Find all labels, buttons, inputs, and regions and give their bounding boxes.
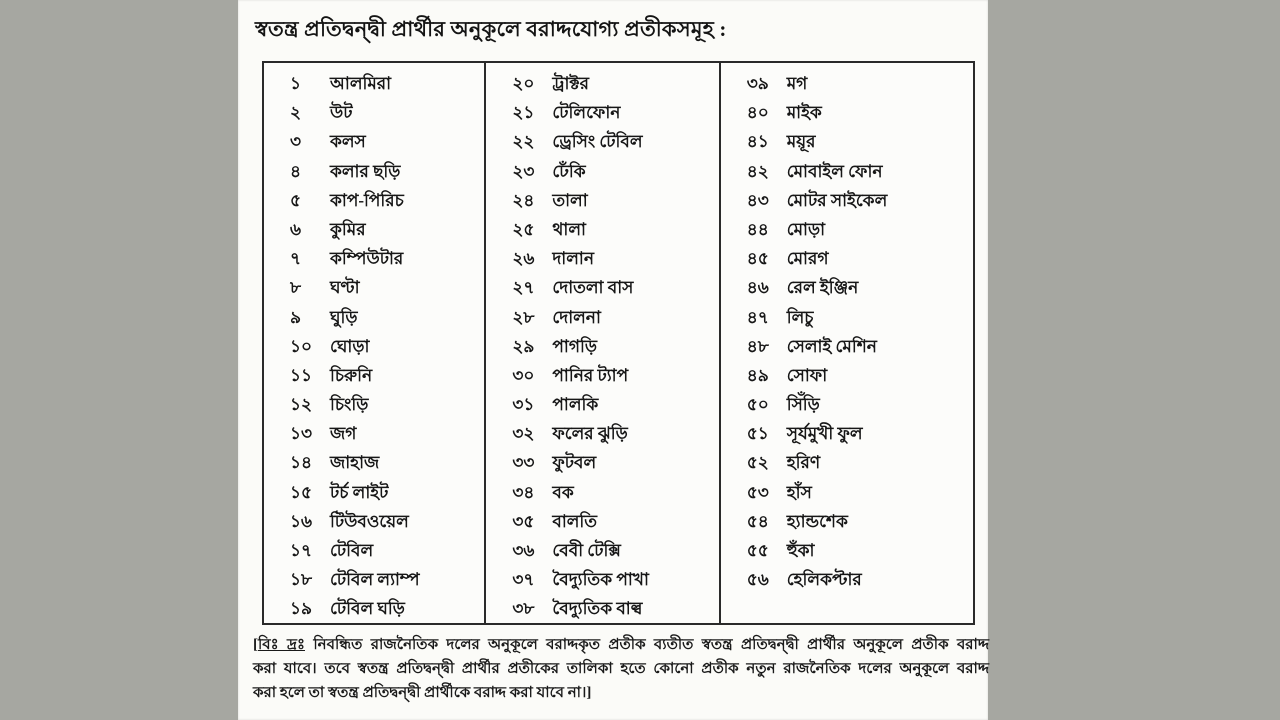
symbol-number: ২১ xyxy=(512,103,535,123)
symbol-number: ৯ xyxy=(290,307,302,327)
list-item xyxy=(486,217,718,246)
symbol-name: টর্চ লাইট xyxy=(330,482,389,502)
symbol-table-column-2 xyxy=(484,63,718,623)
list-item xyxy=(264,129,484,158)
symbol-name: দালান xyxy=(552,249,594,269)
symbol-name: মোরগ xyxy=(786,249,829,269)
list-item xyxy=(264,188,484,217)
list-item xyxy=(264,100,484,129)
list-item xyxy=(486,450,718,479)
symbol-name: সূর্যমুখী ফুল xyxy=(786,424,863,444)
symbol-name: মাইক xyxy=(786,103,822,123)
symbol-number: ২৫ xyxy=(512,219,535,239)
list-item xyxy=(721,538,973,567)
symbol-name: সোফা xyxy=(786,365,828,385)
list-item xyxy=(486,159,718,188)
symbol-number: ৪২ xyxy=(746,161,769,181)
symbol-number: ৩৯ xyxy=(746,74,769,93)
symbol-name: বালতি xyxy=(552,511,598,531)
document-page xyxy=(238,0,988,720)
symbol-name: জাহাজ xyxy=(330,453,380,473)
symbol-number: ৩২ xyxy=(512,424,535,444)
symbol-number: ১৩ xyxy=(290,424,313,444)
list-item xyxy=(264,217,484,246)
symbol-name: বৈদ্যুতিক বাল্ব xyxy=(552,599,643,619)
list-item xyxy=(721,421,973,450)
symbol-number: ৪০ xyxy=(746,103,769,123)
list-item xyxy=(486,246,718,275)
symbol-number: ২০ xyxy=(512,74,535,93)
list-item xyxy=(264,392,484,421)
symbol-number: ৩৪ xyxy=(512,482,535,502)
list-item xyxy=(721,159,973,188)
list-item xyxy=(721,275,973,304)
symbol-name: টেবিল ঘড়ি xyxy=(330,599,405,619)
list-item xyxy=(486,334,718,363)
symbol-table xyxy=(262,61,975,625)
symbol-name: ঘণ্টা xyxy=(330,278,360,298)
symbol-number: ৩৩ xyxy=(512,453,535,473)
list-item xyxy=(264,334,484,363)
symbol-number: ৪৬ xyxy=(746,278,769,298)
symbol-name: মোড়া xyxy=(786,219,826,239)
list-item xyxy=(721,392,973,421)
list-item xyxy=(264,480,484,509)
list-item xyxy=(486,188,718,217)
list-item xyxy=(486,567,718,596)
list-item xyxy=(264,567,484,596)
list-item xyxy=(486,596,718,625)
symbol-number: ৭ xyxy=(290,249,302,269)
symbol-name: ঘোড়া xyxy=(330,336,370,356)
symbol-name: হ্যান্ডশেক xyxy=(786,511,848,531)
symbol-number: ৫৫ xyxy=(746,541,769,560)
symbol-name: টেবিল xyxy=(330,541,374,560)
footnote xyxy=(253,633,989,705)
symbol-number: ১৮ xyxy=(290,570,313,590)
list-item xyxy=(486,275,718,304)
list-item xyxy=(721,188,973,217)
symbol-name: বক xyxy=(552,482,574,502)
footnote-nb-label: বিঃ দ্রঃ xyxy=(258,637,305,653)
list-item xyxy=(264,71,484,100)
list-item xyxy=(486,392,718,421)
symbol-name: কলস xyxy=(330,132,366,152)
symbol-name: হাঁস xyxy=(786,482,812,502)
symbol-number: ৪৭ xyxy=(746,307,769,327)
symbol-name: দোতলা বাস xyxy=(552,278,634,298)
symbol-number: ২২ xyxy=(512,132,535,152)
symbol-name: মোটর সাইকেল xyxy=(786,190,888,210)
list-item xyxy=(264,305,484,334)
symbol-name: পাগড়ি xyxy=(552,336,597,356)
symbol-number: ৫৪ xyxy=(746,511,769,531)
symbol-name: হরিণ xyxy=(786,453,821,473)
symbol-number: ৫৩ xyxy=(746,482,769,502)
symbol-name: ঘুড়ি xyxy=(330,307,358,327)
symbol-number: ৮ xyxy=(290,278,302,298)
list-item xyxy=(264,159,484,188)
list-item xyxy=(264,509,484,538)
list-item xyxy=(486,100,718,129)
symbol-number: ৫৬ xyxy=(746,570,769,590)
symbol-number: ২৭ xyxy=(512,278,535,298)
symbol-name: কাপ-পিরিচ xyxy=(330,190,404,210)
symbol-name: সেলাই মেশিন xyxy=(786,336,877,356)
list-item xyxy=(721,450,973,479)
symbol-name: বেবী টেক্সি xyxy=(552,541,621,560)
list-item xyxy=(721,71,973,100)
list-item xyxy=(264,450,484,479)
symbol-number: ৪১ xyxy=(746,132,769,152)
symbol-name: ফুটবল xyxy=(552,453,597,473)
symbol-name: তালা xyxy=(552,190,588,210)
symbol-number: ৫ xyxy=(290,190,302,210)
symbol-name: আলমিরা xyxy=(330,74,392,93)
list-item xyxy=(721,334,973,363)
symbol-name: উট xyxy=(330,103,353,123)
symbol-name: পালকি xyxy=(552,395,599,415)
symbol-name: জগ xyxy=(330,424,357,444)
symbol-name: টিউবওয়েল xyxy=(330,511,409,531)
list-item xyxy=(486,538,718,567)
symbol-number: ৪৩ xyxy=(746,190,769,210)
symbol-name: থালা xyxy=(552,219,586,239)
symbol-number: ৪৪ xyxy=(746,219,769,239)
symbol-number: ২৯ xyxy=(512,336,535,356)
symbol-number: ১৯ xyxy=(290,599,313,619)
list-item xyxy=(264,246,484,275)
symbol-name: কলার ছড়ি xyxy=(330,161,401,181)
list-item xyxy=(486,129,718,158)
symbol-number: ৩৬ xyxy=(512,541,535,560)
list-item xyxy=(721,363,973,392)
list-item xyxy=(264,596,484,625)
symbol-name: সিঁড়ি xyxy=(786,395,820,415)
symbol-number: ৩৫ xyxy=(512,511,535,531)
list-item xyxy=(721,100,973,129)
footnote-line-3: করা হলে তা স্বতন্ত্র প্রতিদ্বন্দ্বী প্রার্থীকে বরাদ্দ করা যাবে না।] xyxy=(253,685,592,701)
symbol-name: কুমির xyxy=(330,219,366,239)
symbol-number: ৩ xyxy=(290,132,302,152)
symbol-name: বৈদ্যুতিক পাখা xyxy=(552,570,649,590)
symbol-number: ১৪ xyxy=(290,453,313,473)
symbol-number: ৩৮ xyxy=(512,599,535,619)
list-item xyxy=(486,421,718,450)
footnote-open-bracket: [ xyxy=(253,637,258,653)
symbol-number: ১৬ xyxy=(290,511,313,531)
symbol-table-column-1 xyxy=(264,63,484,623)
list-item xyxy=(264,421,484,450)
list-item xyxy=(486,71,718,100)
list-item xyxy=(721,246,973,275)
symbol-number: ১০ xyxy=(290,336,313,356)
symbol-name: ঢেঁকি xyxy=(552,161,586,181)
list-item xyxy=(721,217,973,246)
list-item xyxy=(721,305,973,334)
symbol-number: ৩৭ xyxy=(512,570,535,590)
symbol-name: রেল ইঞ্জিন xyxy=(786,278,859,298)
symbol-name: হেলিকপ্টার xyxy=(786,570,862,590)
symbol-number: ২৮ xyxy=(512,307,535,327)
symbol-number: ১৫ xyxy=(290,482,313,502)
list-item xyxy=(486,509,718,538)
symbol-name: ট্রাক্টর xyxy=(552,74,589,93)
symbol-number: ২৪ xyxy=(512,190,535,210)
symbol-number: ১২ xyxy=(290,395,313,415)
symbol-number: ১ xyxy=(290,74,302,93)
footnote-line-1-text: নিবন্ধিত রাজনৈতিক দলের অনুকূলে বরাদ্দকৃত প্রতীক ব্যতীত স্বতন্ত্র প্রতিদ্বন্দ্বী প্রার্থীর অনুকূলে প্রতীক বরাদ্দ xyxy=(304,637,990,653)
symbol-number: ২৬ xyxy=(512,249,535,269)
symbol-name: মোবাইল ফোন xyxy=(786,161,883,181)
symbol-number: ৪৫ xyxy=(746,249,769,269)
symbol-number: ৪৮ xyxy=(746,336,769,356)
footnote-line-2: করা যাবে। তবে স্বতন্ত্র প্রতিদ্বন্দ্বী প্রার্থীর প্রতীকের তালিকা হতে কোনো প্রতীক নতুন রাজনৈতিক দলের অনুকূলে বরাদ্দ xyxy=(253,661,989,677)
symbol-name: ময়ূর xyxy=(786,132,816,152)
symbol-name: দোলনা xyxy=(552,307,601,327)
list-item xyxy=(264,275,484,304)
symbol-name: ড্রেসিং টেবিল xyxy=(552,132,643,152)
list-item xyxy=(486,305,718,334)
symbol-number: ৪৯ xyxy=(746,365,769,385)
list-item xyxy=(721,509,973,538)
symbol-number: ৪ xyxy=(290,161,302,181)
symbol-name: লিচু xyxy=(786,307,814,327)
symbol-number: ৩১ xyxy=(512,395,535,415)
symbol-name: কম্পিউটার xyxy=(330,249,404,269)
symbol-name: টেলিফোন xyxy=(552,103,621,123)
symbol-number: ২৩ xyxy=(512,161,535,181)
list-item xyxy=(264,363,484,392)
symbol-number: ৫১ xyxy=(746,424,769,444)
list-item xyxy=(486,363,718,392)
symbol-number: ৫০ xyxy=(746,395,769,415)
list-item xyxy=(264,538,484,567)
symbol-table-column-3 xyxy=(719,63,973,623)
symbol-number: ৩০ xyxy=(512,365,535,385)
symbol-name: মগ xyxy=(786,74,808,93)
symbol-name: হুঁকা xyxy=(786,541,815,560)
list-item xyxy=(486,480,718,509)
list-item xyxy=(721,129,973,158)
symbol-number: ২ xyxy=(290,103,302,123)
symbol-name: ফলের ঝুড়ি xyxy=(552,424,628,444)
symbol-number: ১৭ xyxy=(290,541,313,560)
symbol-name: চিরুনি xyxy=(330,365,373,385)
symbol-number: ৫২ xyxy=(746,453,769,473)
symbol-name: টেবিল ল্যাম্প xyxy=(330,570,420,590)
footnote-line-1 xyxy=(253,633,989,657)
list-item xyxy=(721,567,973,596)
symbol-name: চিংড়ি xyxy=(330,395,369,415)
symbol-name: পানির ট্যাপ xyxy=(552,365,629,385)
list-item xyxy=(721,480,973,509)
page-title: স্বতন্ত্র প্রতিদ্বন্দ্বী প্রার্থীর অনুকূলে বরাদ্দযোগ্য প্রতীকসমূহ : xyxy=(255,17,727,41)
symbol-number: ১১ xyxy=(290,365,313,385)
symbol-number: ৬ xyxy=(290,219,302,239)
